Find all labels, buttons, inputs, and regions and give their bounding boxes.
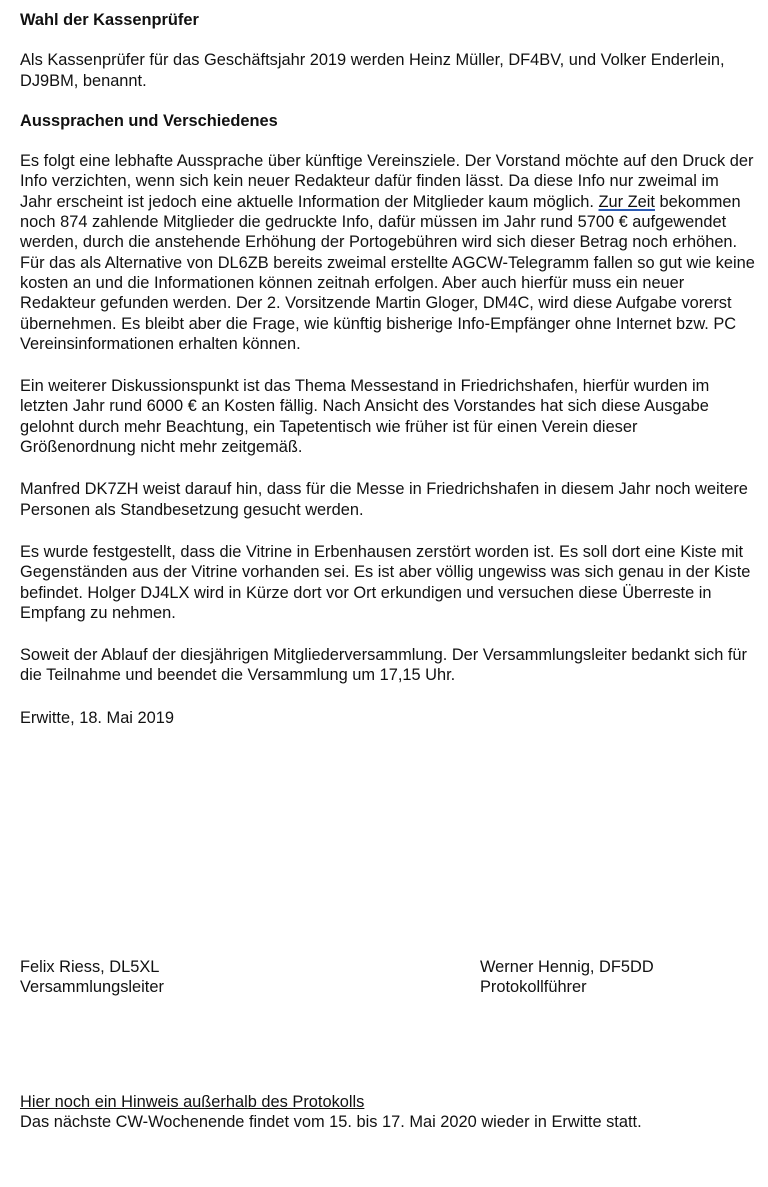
chair-role: Versammlungsleiter [20,978,164,997]
discussion-paragraph-2: Ein weiterer Diskussionspunkt ist das Thema Messestand in Friedrichshafen, hierfür wurden im letzten Jahr rund 6000 € an Kosten fällig. Nach Ansicht des Vorstandes hat sich diese Ausgabe gelohnt durch mehr Beachtung, ein Tapetentisch wie früher ist für einen Verein dieser Größenordnung nicht mehr zeitgemäß. [20,377,710,457]
closing-paragraph: Soweit der Ablauf der diesjährigen Mitgliederversammlung. Der Versammlungsleiter bedankt sich für die Teilnahme und beendet die Versammlung um 17,15 Uhr. [20,646,747,685]
signature-right [480,957,654,998]
minutes-body [20,10,755,728]
zur-zeit-underlined: Zur Zeit [598,192,655,211]
p1-text-end: bekommen noch 874 zahlende Mitglieder die gedruckte Info, dafür müssen im Jahr rund 5700 € aufgewendet werden, durch die anstehende Erhöhung der Portogebühren wird sich dieser Betrag noch erhöhen. Für das als Alternative von DL6ZB bereits zweimal erstellte AGCW-Telegramm fallen so gut wie keine kosten an und die Informationen können zeitnah erfolgen. Aber auch hierfür muss ein neuer Redakteur gefunden werden. Der 2. Vorsitzende Martin Gloger, DM4C, wird diese Aufgabe vorerst übernehmen. Es bleibt aber die Frage, wie künftig bisherige Info-Empfänger ohne Internet bzw. PC Vereinsinformationen erhalten können. [20,192,755,353]
note-title: Hier noch ein Hinweis außerhalb des Protokolls [20,1093,365,1111]
secretary-role: Protokollführer [480,978,587,997]
additional-note [20,1092,755,1133]
discussion-paragraph-1 [20,151,755,354]
discussion-paragraph-4: Es wurde festgestellt, dass die Vitrine in Erbenhausen zerstört worden ist. Es soll dort eine Kiste mit Gegenständen aus der Vitrine vorhanden sei. Es ist aber völlig ungewiss was sich genau in der Kiste befindet. Holger DJ4LX wird in Kürze dort vor Ort erkundigen und versuchen diese Überreste in Empfang zu nehmen. [20,542,751,622]
heading-auditors: Wahl der Kassenprüfer [20,11,199,29]
signature-block [20,957,755,1001]
auditors-paragraph: Als Kassenprüfer für das Geschäftsjahr 2019 werden Heinz Müller, DF4BV, und Volker Enderlein, DJ9BM, benannt. [20,51,725,90]
note-text: Das nächste CW-Wochenende findet vom 15. bis 17. Mai 2020 wieder in Erwitte statt. [20,1113,642,1132]
heading-discussion: Aussprachen und Verschiedenes [20,111,278,130]
secretary-name: Werner Hennig, DF5DD [480,958,654,976]
signature-left [20,957,164,998]
chair-name: Felix Riess, DL5XL [20,958,160,976]
p1-text-start: Es folgt eine lebhafte Aussprache über künftige Vereinsziele. Der Vorstand möchte auf den Druck der Info verzichten, wenn sich kein neuer Redakteur dafür finden lässt. Da diese Info nur zweimal im Jahr erscheint ist jedoch eine aktuelle Information der Mitglieder kaum möglich. [20,152,754,211]
place-date: Erwitte, 18. Mai 2019 [20,708,174,727]
discussion-paragraph-3: Manfred DK7ZH weist darauf hin, dass für die Messe in Friedrichshafen in diesem Jahr noch weitere Personen als Standbesetzung gesucht werden. [20,480,748,519]
